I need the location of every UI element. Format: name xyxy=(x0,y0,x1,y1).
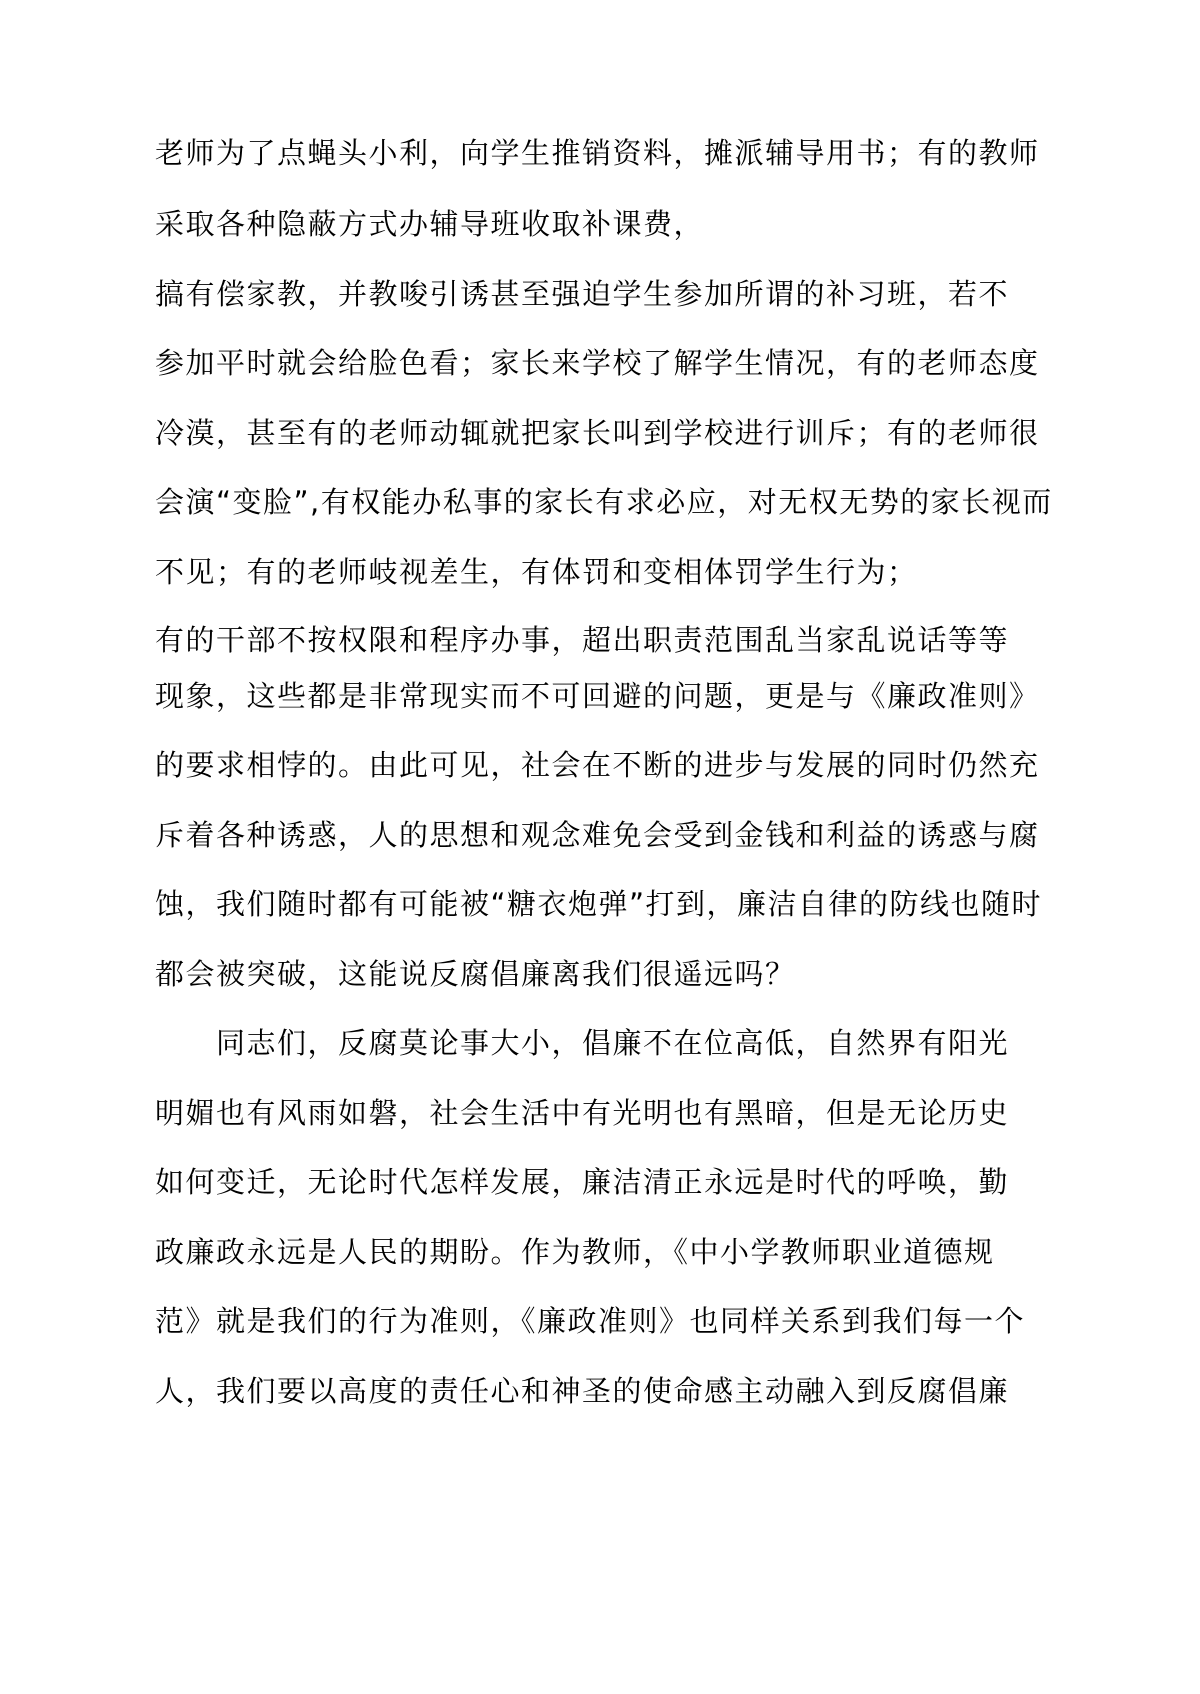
text-line: 都会被突破，这能说反腐倡廉离我们很遥远吗？ xyxy=(155,957,796,991)
text-line: 老师为了点蝇头小利，向学生推销资料，摊派辅导用书；有的教师 xyxy=(155,136,1040,170)
text-line: 有的干部不按权限和程序办事，超出职责范围乱当家乱说话等等 xyxy=(155,623,1010,657)
text-line: 会演“变脸”,有权能办私事的家长有求必应，对无权无势的家长视而 xyxy=(155,485,1053,519)
text-line: 搞有偿家教，并教唆引诱甚至强迫学生参加所谓的补习班，若不 xyxy=(155,277,1010,311)
text-line: 范》就是我们的行为准则，《廉政准则》也同样关系到我们每一个 xyxy=(155,1304,1026,1338)
text-line: 参加平时就会给脸色看；家长来学校了解学生情况，有的老师态度 xyxy=(155,346,1040,380)
text-line: 斥着各种诱惑，人的思想和观念难免会受到金钱和利益的诱惑与腐 xyxy=(155,818,1040,852)
text-line: 明媚也有风雨如磐，社会生活中有光明也有黑暗，但是无论历史 xyxy=(155,1096,1010,1130)
text-line: 同志们，反腐莫论事大小，倡廉不在位高低，自然界有阳光 xyxy=(155,1026,1010,1060)
text-line: 冷漠，甚至有的老师动辄就把家长叫到学校进行训斥；有的老师很 xyxy=(155,416,1040,450)
text-line: 现象，这些都是非常现实而不可回避的问题，更是与《廉政准则》 xyxy=(155,679,1040,713)
text-line: 政廉政永远是人民的期盼。作为教师，《中小学教师职业道德规 xyxy=(155,1235,995,1269)
text-line: 的要求相悖的。由此可见，社会在不断的进步与发展的同时仍然充 xyxy=(155,748,1040,782)
text-line: 蚀，我们随时都有可能被“糖衣炮弹”打到，廉洁自律的防线也随时 xyxy=(155,887,1043,921)
text-line: 人，我们要以高度的责任心和神圣的使命感主动融入到反腐倡廉 xyxy=(155,1374,1010,1408)
text-line: 采取各种隐蔽方式办辅导班收取补课费， xyxy=(155,207,705,241)
text-line: 不见；有的老师岐视差生，有体罚和变相体罚学生行为； xyxy=(155,555,918,589)
text-line: 如何变迁，无论时代怎样发展，廉洁清正永远是时代的呼唤，勤 xyxy=(155,1165,1010,1199)
